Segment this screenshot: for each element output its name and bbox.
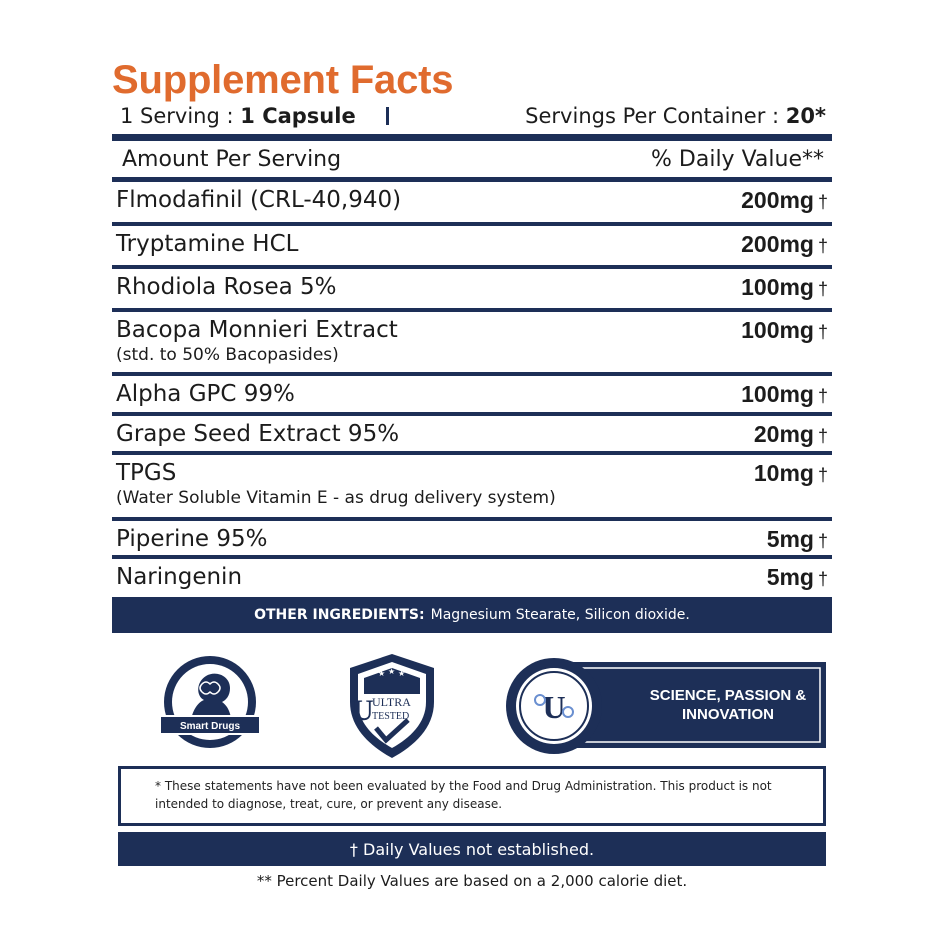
ingredient-row bbox=[112, 521, 832, 559]
badge-row bbox=[112, 652, 832, 762]
serving-size bbox=[120, 104, 389, 128]
ingredient-row bbox=[112, 416, 832, 455]
ingredient-amount: 5mg bbox=[766, 526, 814, 552]
ingredient-name: Tryptamine HCL bbox=[116, 231, 299, 257]
daily-values-bar bbox=[118, 832, 826, 866]
dagger-symbol: † bbox=[817, 192, 828, 212]
dagger-symbol: † bbox=[817, 569, 828, 589]
ingredient-amount: 100mg bbox=[741, 317, 814, 343]
ingredient-amount: 100mg bbox=[741, 381, 814, 407]
ingredient-name: Naringenin bbox=[116, 564, 243, 590]
dagger-symbol: † bbox=[817, 426, 828, 446]
badge-banner bbox=[564, 662, 826, 748]
u-logo-icon: U bbox=[542, 689, 566, 725]
other-ingredients-label: OTHER INGREDIENTS: bbox=[254, 607, 425, 623]
panel-title: Supplement Facts bbox=[112, 58, 454, 102]
ingredient-name: Grape Seed Extract 95% bbox=[116, 421, 400, 447]
percent-daily-values-footnote: ** Percent Daily Values are based on a 2,000 calorie diet. bbox=[256, 872, 688, 890]
ingredient-amount: 200mg bbox=[741, 187, 814, 213]
other-ingredients-value: Magnesium Stearate, Silicon dioxide. bbox=[430, 607, 690, 623]
ingredient-row bbox=[112, 455, 832, 521]
ingredient-row bbox=[112, 559, 832, 593]
ingredient-amount: 5mg bbox=[766, 564, 814, 590]
supplement-facts-panel bbox=[112, 54, 832, 633]
dagger-symbol: † bbox=[817, 531, 828, 551]
smart-drugs-text: Smart Drugs bbox=[179, 721, 241, 732]
science-text-line2: INNOVATION bbox=[682, 706, 774, 723]
ingredient-row bbox=[112, 312, 832, 376]
ingredient-name: Rhodiola Rosea 5% bbox=[116, 274, 337, 300]
thick-divider bbox=[112, 134, 832, 141]
fda-disclaimer-text: * These statements have not been evaluated by the Food and Drug Administration. This product is not intended to diagnose, treat, cure, or prevent any disease. bbox=[155, 779, 772, 811]
ingredient-name: Flmodafinil (CRL-40,940) bbox=[116, 187, 402, 213]
ingredient-name: TPGS bbox=[116, 460, 177, 486]
ingredient-list bbox=[112, 182, 832, 593]
daily-values-note: † Daily Values not established. bbox=[349, 839, 595, 859]
ingredient-row bbox=[112, 269, 832, 312]
ingredient-note: (Water Soluble Vitamin E - as drug delivery system) bbox=[116, 488, 556, 508]
ingredient-name: Alpha GPC 99% bbox=[116, 381, 295, 407]
ingredient-name: Piperine 95% bbox=[116, 526, 268, 552]
serving-size-value: 1 Capsule bbox=[240, 104, 356, 128]
separator-bar bbox=[386, 107, 389, 125]
ingredient-row bbox=[112, 376, 832, 416]
daily-value-label: % Daily Value** bbox=[651, 146, 824, 172]
servings-per-container-label: Servings Per Container : bbox=[525, 104, 780, 128]
amount-header-row bbox=[112, 141, 832, 177]
serving-size-prefix: 1 Serving : bbox=[120, 104, 234, 128]
ingredient-amount: 20mg bbox=[753, 421, 814, 447]
ingredient-name: Bacopa Monnieri Extract bbox=[116, 317, 398, 343]
science-text-line1: SCIENCE, PASSION & bbox=[649, 687, 807, 704]
ultra-text: ULTRA bbox=[372, 695, 411, 709]
ingredient-note: (std. to 50% Bacopasides) bbox=[116, 345, 339, 365]
servings-per-container bbox=[525, 104, 826, 128]
tested-text: TESTED bbox=[372, 711, 410, 722]
dagger-symbol: † bbox=[817, 386, 828, 406]
ultra-tested-badge bbox=[342, 650, 442, 762]
servings-per-container-value: 20* bbox=[785, 104, 826, 128]
science-passion-innovation-badge bbox=[504, 656, 830, 756]
dagger-symbol: † bbox=[817, 322, 828, 342]
ingredient-amount: 100mg bbox=[741, 274, 814, 300]
dagger-symbol: † bbox=[817, 279, 828, 299]
dagger-symbol: † bbox=[817, 465, 828, 485]
smart-drugs-badge bbox=[152, 652, 272, 762]
fda-disclaimer-box bbox=[118, 766, 826, 826]
ingredient-row bbox=[112, 182, 832, 226]
u-logo-icon: U bbox=[352, 694, 374, 727]
ingredient-row bbox=[112, 226, 832, 269]
dagger-symbol: † bbox=[817, 236, 828, 256]
svg-text:★: ★ bbox=[398, 669, 406, 678]
other-ingredients-bar bbox=[112, 597, 832, 633]
svg-text:★: ★ bbox=[388, 667, 396, 676]
star-icon: ★ bbox=[378, 669, 386, 678]
ingredient-amount: 200mg bbox=[741, 231, 814, 257]
amount-per-serving-label: Amount Per Serving bbox=[122, 146, 342, 172]
serving-info-row bbox=[112, 104, 832, 128]
ingredient-amount: 10mg bbox=[753, 460, 814, 486]
